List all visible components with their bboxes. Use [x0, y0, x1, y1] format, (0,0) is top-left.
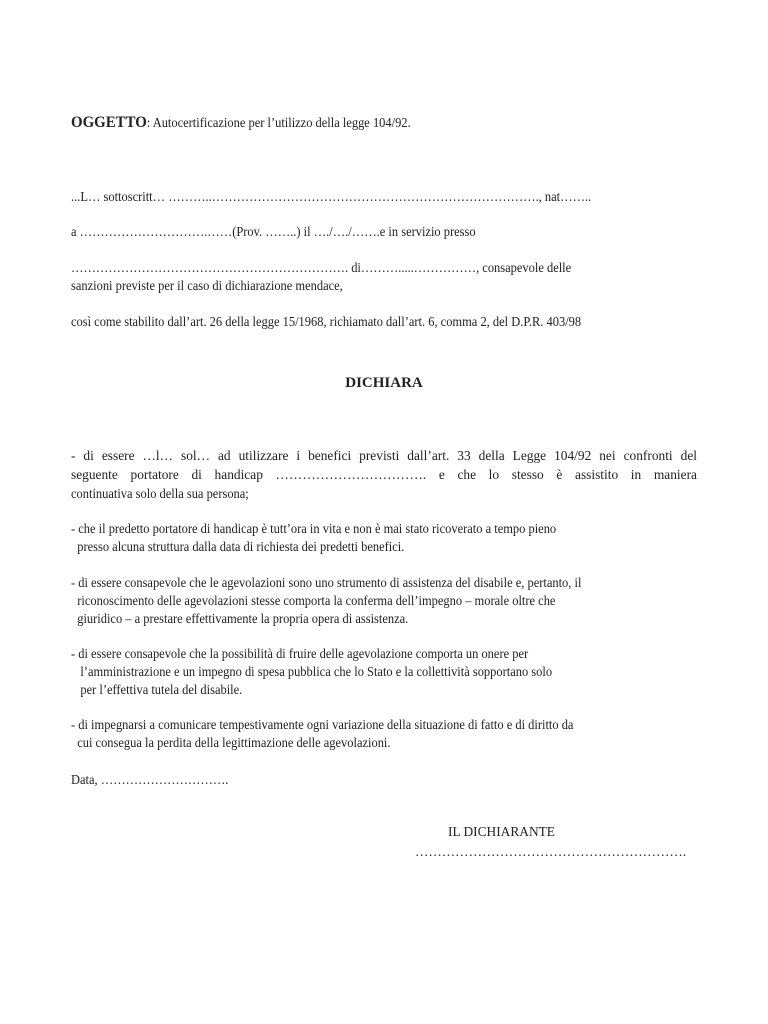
signature-line: ……………………………………………………. — [415, 844, 687, 859]
item-3-line-1: - di essere consapevole che le agevolazioni sono uno strumento di assistenza del disabile e, pertanto, il — [71, 575, 582, 590]
intro-line-4: sanzioni previste per il caso di dichiarazione mendace, — [71, 278, 343, 293]
intro-line-1: ...L… sottoscritt… ………..……………………………………………………………………., nat…….. — [71, 189, 592, 204]
item-2-line-2: presso alcuna struttura dalla data di richiesta dei predetti benefici. — [71, 539, 405, 554]
item-3-line-2: riconoscimento delle agevolazioni stesse comporta la conferma dell’impegno – morale oltre che — [71, 593, 556, 608]
item-5-line-1: - di impegnarsi a comunicare tempestivamente ogni variazione della situazione di fatto e di diritto da — [71, 717, 574, 732]
item-3-line-3: giuridico – a prestare effettivamente la propria opera di assistenza. — [71, 611, 409, 626]
intro-line-3: …………………………………………………………. di……….....……………, consapevole delle — [71, 260, 572, 275]
oggetto-text: : Autocertificazione per l’utilizzo della legge 104/92. — [146, 115, 411, 130]
oggetto-label: OGGETTO — [71, 114, 147, 131]
item-4-line-2: l’amministrazione e un impegno di spesa pubblica che lo Stato e la collettività sopportano solo — [71, 664, 553, 679]
item-4-line-1: - di essere consapevole che la possibilità di fruire delle agevolazione comporta un onere per — [71, 646, 529, 661]
item-2-line-1: - che il predetto portatore di handicap è tutt’ora in vita e non è mai stato ricoverato a tempo pieno — [71, 521, 557, 536]
date-line: Data, …………………………. — [71, 772, 229, 787]
item-5-line-2: cui consegua la perdita della legittimazione delle agevolazioni. — [71, 735, 391, 750]
intro-line-5: così come stabilito dall’art. 26 della legge 15/1968, richiamato dall’art. 6, comma 2, del D.P.R. 403/98 — [71, 314, 582, 329]
intro-line-2: a ………………………….……(Prov. ……..) il …./…./…….e in servizio presso — [71, 224, 476, 239]
item-4-line-3: per l’effettiva tutela del disabile. — [71, 682, 243, 697]
item-1-line-1: - di essere …l… sol… ad utilizzare i benefici previsti dall’art. 33 della Legge 104/92 nei confronti del — [71, 448, 697, 463]
oggetto-line — [71, 114, 411, 132]
document-title: DICHIARA — [345, 375, 423, 391]
item-1-line-3: continuativa solo della sua persona; — [71, 486, 249, 501]
signature-label: IL DICHIARANTE — [448, 824, 555, 839]
item-1-line-2: seguente portatore di handicap ……………………………. e che lo stesso è assistito in maniera — [71, 467, 697, 482]
